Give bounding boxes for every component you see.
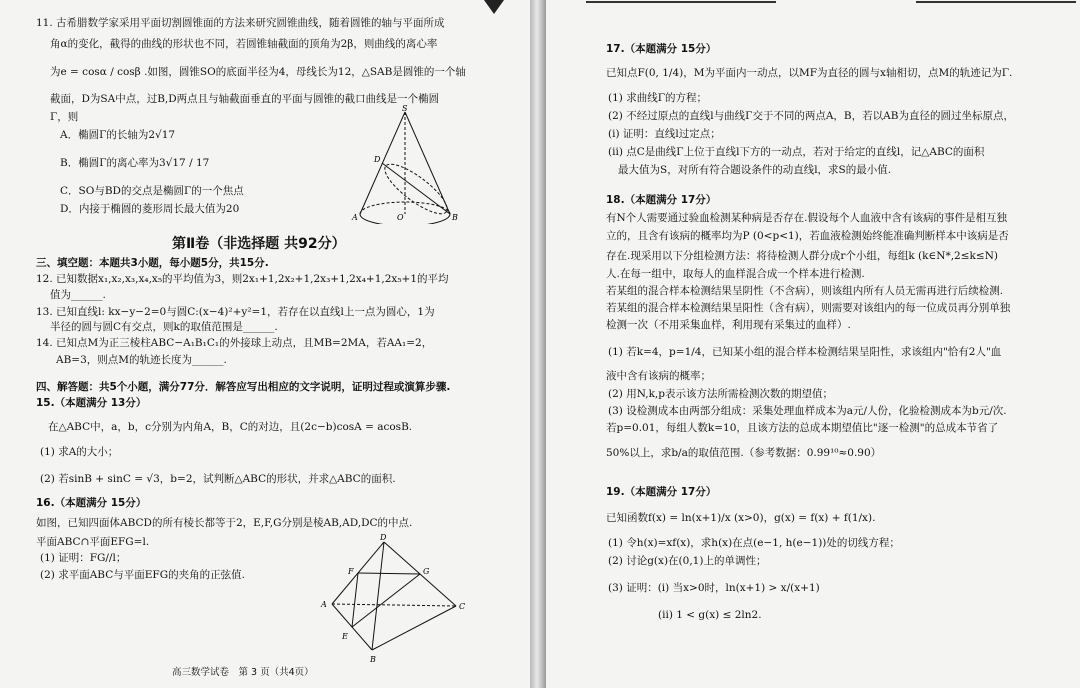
q16-part2: (2) 求平面ABC与平面EFG的夹角的正弦值. (40, 569, 245, 581)
q18-line3: 存在.现采用以下分组检测方法：将待检测人群分成r个小组，每组k (k∈N*,2≤k≤N) (606, 250, 998, 262)
tetra-label-b: B (370, 655, 376, 664)
q19-title: 19.（本题满分 17分） (606, 486, 717, 498)
q19-part2: (2) 讨论g(x)在(0,1)上的单调性； (608, 555, 767, 567)
tetra-label-a: A (321, 600, 327, 609)
q14-line1: 14. 已知点M为正三棱柱ABC−A₁B₁C₁的外接球上动点，且MB=2MA，若AA₁=2， (36, 337, 433, 349)
q11-line3: 为e = cosα / cosβ .如图，圆锥SO的底面半径为4，母线长为12，△SAB是圆锥的一个轴 (50, 66, 466, 78)
fill-blank-header: 三、填空题：本题共3小题，每小题5分，共15分. (36, 257, 269, 269)
q15-stem: 在△ABC中，a，b，c分别为内角A，B，C的对边，且(2c−b)cosA = acosB. (48, 421, 413, 433)
answer-header: 四、解答题：共5个小题，满分77分．解答应写出相应的文字说明，证明过程或演算步骤. (36, 381, 451, 393)
q16-title: 16.（本题满分 15分） (36, 497, 147, 509)
segment-fg (358, 573, 420, 574)
q18-part1-line2: 液中含有该病的概率； (606, 370, 711, 382)
q18-part3-line1: (3) 设检测成本由两部分组成：采集处理血样成本为a元/人份，化验检测成本为b元/次. (608, 405, 1007, 417)
q12-line2: 值为______. (50, 289, 106, 301)
tetra-label-e: E (342, 632, 348, 641)
q11-line5: Γ，则 (50, 111, 79, 123)
q18-part2: (2) 用N,k,p表示该方法所需检测次数的期望值； (608, 388, 833, 400)
q11-option-b: B．椭圆Γ的离心率为3√17 / 17 (60, 157, 210, 169)
segment-ge (352, 574, 420, 627)
q18-line1: 有N个人需要通过验血检测某种病是否存在.假设每个人血液中含有该病的事件是相互独 (606, 212, 1008, 224)
edge-db (372, 542, 384, 650)
q18-line2: 立的，且含有该病的概率均为P (0<p<1)，若血液检测始终能准确判断样本中该病是否 (606, 230, 1009, 242)
q19-part3-line1: (3) 证明：(i) 当x>0时，ln(x+1) > x/(x+1) (608, 582, 820, 594)
q11-line4: 截面，D为SA中点，过B,D两点且与轴截面垂直的平面与圆锥的截口曲线是一个椭圆 (50, 93, 440, 105)
q18-part1-line1: (1) 若k=4，p=1/4，已知某小组的混合样本检测结果呈阳性，求该组内"恰有2人"血 (608, 346, 1002, 358)
q18-line4: 人.在每一组中，取每人的血样混合成一个样本进行检测. (606, 268, 865, 280)
q16-part1: (1) 证明：FG//l； (40, 552, 127, 564)
tetrahedron-figure (318, 532, 468, 666)
exam-page-3 (0, 0, 530, 688)
q15-part2: (2) 若sinB + sinC = √3，b=2，试判断△ABC的形状，并求△ABC的面积. (40, 473, 396, 485)
q11-line2: 角α的变化，截得的曲线的形状也不同，若圆锥轴截面的顶角为2β，则曲线的离心率 (50, 38, 438, 50)
q11-option-d: D．内接于椭圆的菱形周长最大值为20 (60, 203, 240, 215)
tetra-label-d: D (380, 533, 387, 542)
q17-part1: (1) 求曲线Γ的方程； (608, 92, 707, 104)
section-2-title: 第Ⅱ卷（非选择题 共92分） (172, 236, 346, 252)
header-rule-left (586, 1, 776, 3)
tetra-label-c: C (459, 602, 466, 611)
q16-stem2: 平面ABC∩平面EFG=l. (36, 536, 150, 548)
page-gutter (530, 0, 546, 688)
q13-line1: 13. 已知直线l: kx−y−2=0与圆C:(x−4)²+y²=1，若存在以直线l上一点为圆心，1为 (36, 306, 435, 318)
cone-base-front (360, 214, 450, 224)
q18-line5: 若某组的混合样本检测结果呈阴性（不含病），则该组内所有人员无需再进行后续检测. (606, 285, 1004, 297)
cone-label-o: O (397, 213, 404, 222)
q13-line2: 半径的圆与圆C有交点，则k的取值范围是______. (50, 321, 278, 333)
tetra-label-f: F (348, 567, 354, 576)
q17-stem: 已知点F(0, 1/4)，M为平面内一动点，以MF为直径的圆与x轴相切，点M的轨迹记为Γ. (606, 67, 1013, 79)
q12-line1: 12. 已知数据x₁,x₂,x₃,x₄,x₅的平均值为3，则2x₁+1,2x₂+1,2x₃+1,2x₄+1,2x₅+1的平均 (36, 273, 449, 285)
page-footer: 高三数学试卷 第 3 页（共4页） (172, 667, 314, 678)
q19-stem: 已知函数f(x) = ln(x+1)/x (x>0)，g(x) = f(x) + f(1/x). (606, 512, 876, 524)
q11-line1: 11. 古希腊数学家采用平面切割圆锥面的方法来研究圆锥曲线，随着圆锥的轴与平面所成 (36, 17, 445, 29)
cone-label-b: B (452, 213, 458, 222)
q11-option-a: A．椭圆Γ的长轴为2√17 (60, 129, 176, 141)
q18-line6: 若某组的混合样本检测结果呈阳性（含有病），则需要对该组内的每一位成员再分别单独 (606, 302, 1011, 314)
exam-page-4 (546, 0, 1080, 688)
q15-part1: (1) 求A的大小； (40, 446, 119, 458)
q11-option-c: C．SO与BD的交点是椭圆Γ的一个焦点 (60, 185, 244, 197)
q16-stem1: 如图，已知四面体ABCD的所有棱长都等于2，E,F,G分别是棱AB,AD,DC的中点. (36, 517, 413, 529)
q17-part2: (2) 不经过原点的直线l与曲线Γ交于不同的两点A，B，若以AB为直径的圆过坐标原点， (608, 110, 1014, 122)
segment-fe (352, 573, 358, 627)
q19-part3-line2: (ii) 1 < g(x) ≤ 2ln2. (658, 609, 762, 621)
q18-part3-line3: 50%以上，求b/a的取值范围.（参考数据：0.99¹⁰≈0.90） (606, 447, 882, 459)
binding-marker-left (484, 0, 504, 14)
header-rule-right (916, 1, 1076, 3)
cone-generatrix-right (405, 112, 450, 214)
cone-label-a: A (352, 213, 358, 222)
q18-title: 18.（本题满分 17分） (606, 194, 717, 206)
tetra-label-g: G (423, 567, 430, 576)
edge-bc (372, 606, 456, 650)
cone-figure (350, 104, 460, 224)
cone-label-s: S (402, 104, 408, 113)
q14-line2: AB=3，则点M的轨迹长度为______. (56, 354, 227, 366)
section-line-bd (382, 163, 450, 214)
q17-part2-ii-line1: (ii) 点C是曲线Γ上位于直线l下方的一动点，若对于给定的直线l，记△ABC的面积 (608, 146, 985, 158)
q17-part2-ii-line2: 最大值为S，对所有符合题设条件的动直线l，求S的最小值. (618, 164, 892, 176)
edge-ac (332, 604, 456, 606)
q18-part3-line2: 若p=0.01，每组人数k=10，且该方法的总成本期望值比"逐一检测"的总成本节省了 (606, 422, 999, 434)
q18-line7: 检测一次（不用采集血样，利用现有采集过的血样）. (606, 319, 851, 331)
q15-title: 15.（本题满分 13分） (36, 397, 147, 409)
q17-title: 17.（本题满分 15分） (606, 43, 717, 55)
q19-part1: (1) 令h(x)=xf(x)，求h(x)在点(e−1, h(e−1))处的切线方程； (608, 537, 900, 549)
q17-part2-i: (i) 证明：直线l过定点； (608, 128, 721, 140)
cone-label-d: D (374, 155, 381, 164)
